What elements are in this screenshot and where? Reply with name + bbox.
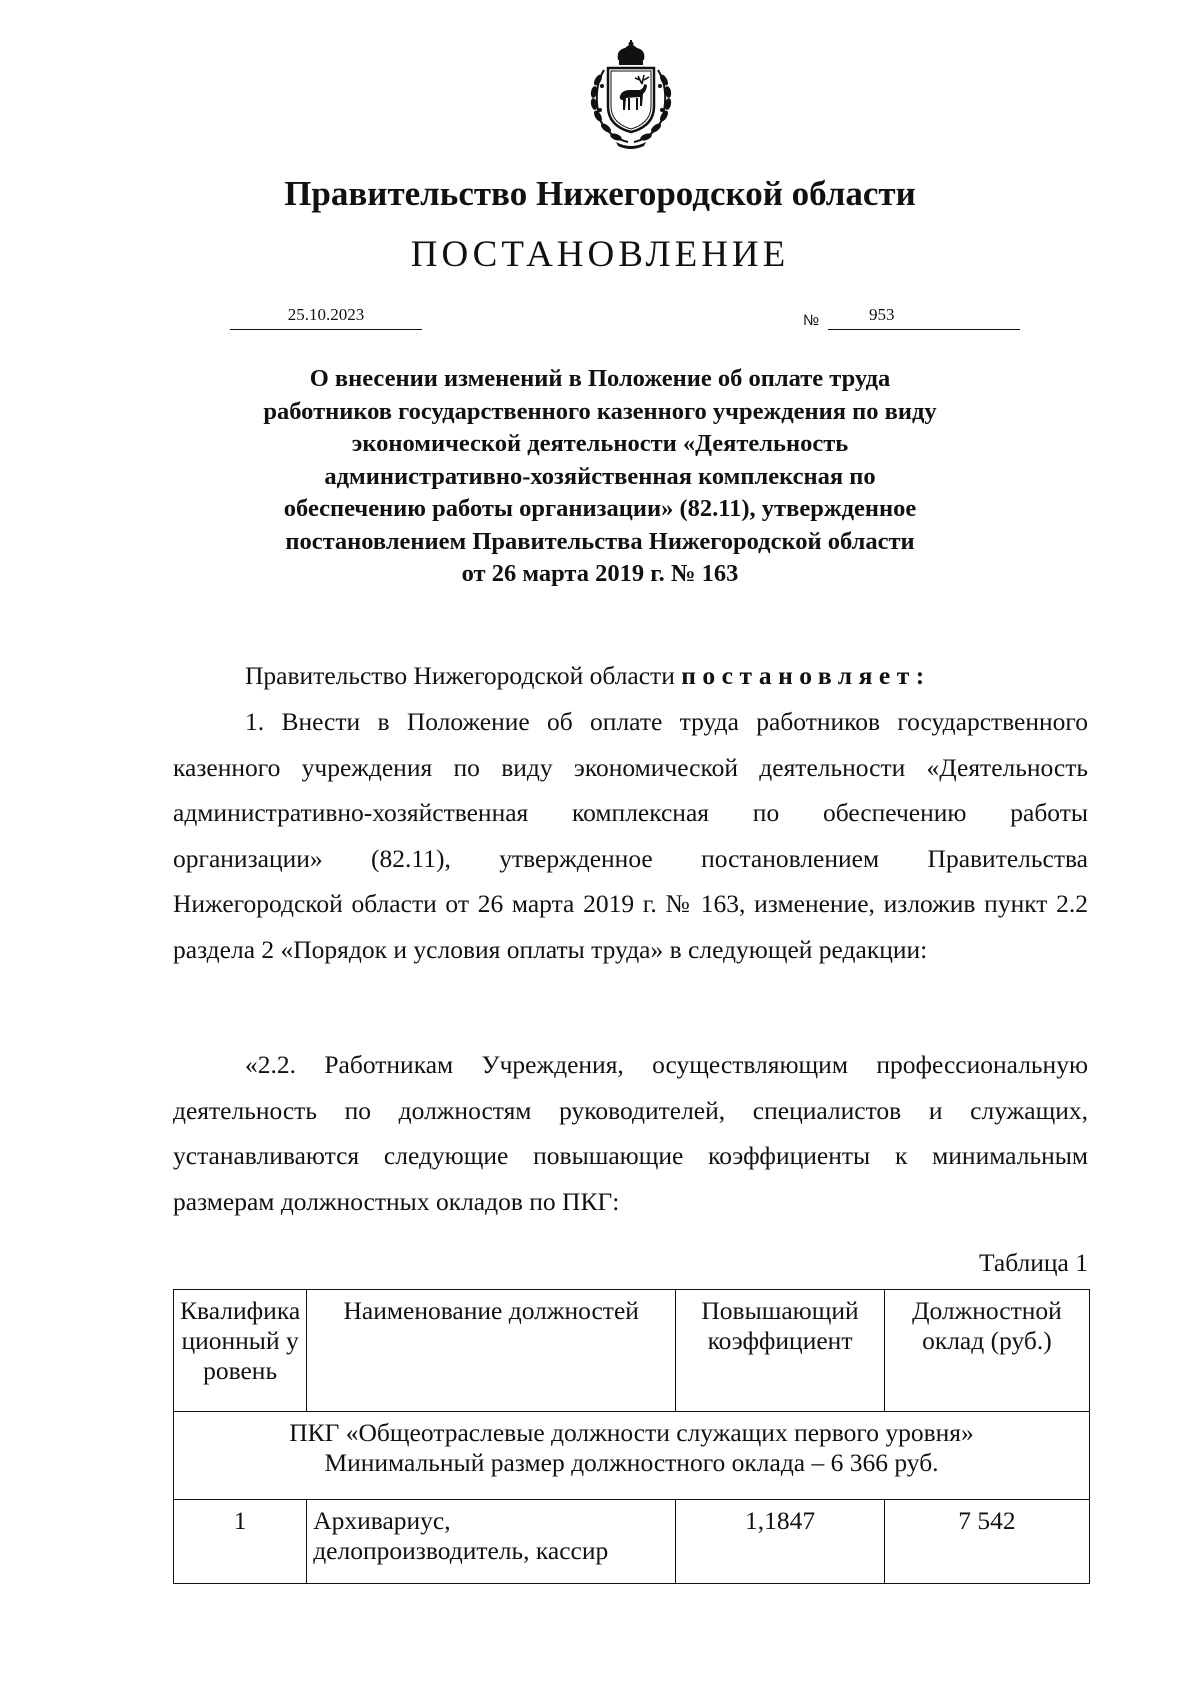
group-min-salary: Минимальный размер должностного оклада – 6 366 руб. [324,1448,939,1477]
government-title: Правительство Нижегородской области [284,174,916,213]
subject-line: постановлением Правительства Нижегородской области [285,527,915,555]
subject-line: обеспечению работы организации» (82.11), утвержденное [283,495,917,522]
header-name: Наименование должностей [307,1290,676,1412]
subject-line: административно-хозяйственная комплексная по [324,462,876,490]
table-row [174,1500,1090,1584]
document-number-field [828,304,1020,330]
number-label: № [803,312,820,329]
intro-resolves: постановляет: [681,661,931,690]
intro-paragraph [173,653,1088,699]
salary-table [173,1289,1090,1584]
subject-line: экономической деятельности «Деятельность [351,430,849,457]
header-salary: Должностной оклад (руб.) [884,1290,1089,1412]
cell-coefficient: 1,1847 [676,1500,885,1584]
cell-level: 1 [174,1500,307,1584]
table-header-row [174,1290,1090,1412]
document-type: ПОСТАНОВЛЕНИЕ [410,234,790,275]
paragraph-1: 1. Внести в Положение об оплате труда работников государственного казенного учреждения по виду экономической деятельности «Деятельность административно-хозяйственная комплексная по обеспечению работы организации» (82.11), утвержденное постановлением Правительства Нижегородской области от 26 марта 2019 г. № 163, изменение, изложив пункт 2.2 раздела 2 «Порядок и условия оплаты труда» в следующей редакции: [173,707,1088,964]
subject-line: от 26 марта 2019 г. № 163 [461,560,739,587]
document-subject [180,363,1020,591]
document-date: 25.10.2023 [230,304,422,330]
table-group-row [174,1412,1090,1500]
subject-line: работников государственного казенного учреждения по виду [263,397,937,425]
table-caption: Таблица 1 [978,1248,1088,1277]
intro-text: Правительство Нижегородской области [245,661,682,690]
nizhny-novgorod-coat-of-arms-icon [578,40,684,150]
cell-name: Архивариус, делопроизводитель, кассир [307,1500,676,1584]
header-coefficient: Повышающий коэффициент [676,1290,885,1412]
group-title: ПКГ «Общеотраслевые должности служащих первого уровня» [289,1418,974,1447]
subject-line: О внесении изменений в Положение об оплате труда [309,365,891,392]
header-level: Квалификационный уровень [174,1290,307,1412]
document-number: 953 [869,305,895,324]
cell-salary: 7 542 [884,1500,1089,1584]
paragraph-2: «2.2. Работникам Учреждения, осуществляющим профессиональную деятельность по должностям руководителей, специалистов и служащих, устанавливаются следующие повышающие коэффициенты к минимальным размерам должностных окладов по ПКГ: [173,1050,1088,1216]
group-cell [174,1412,1090,1500]
